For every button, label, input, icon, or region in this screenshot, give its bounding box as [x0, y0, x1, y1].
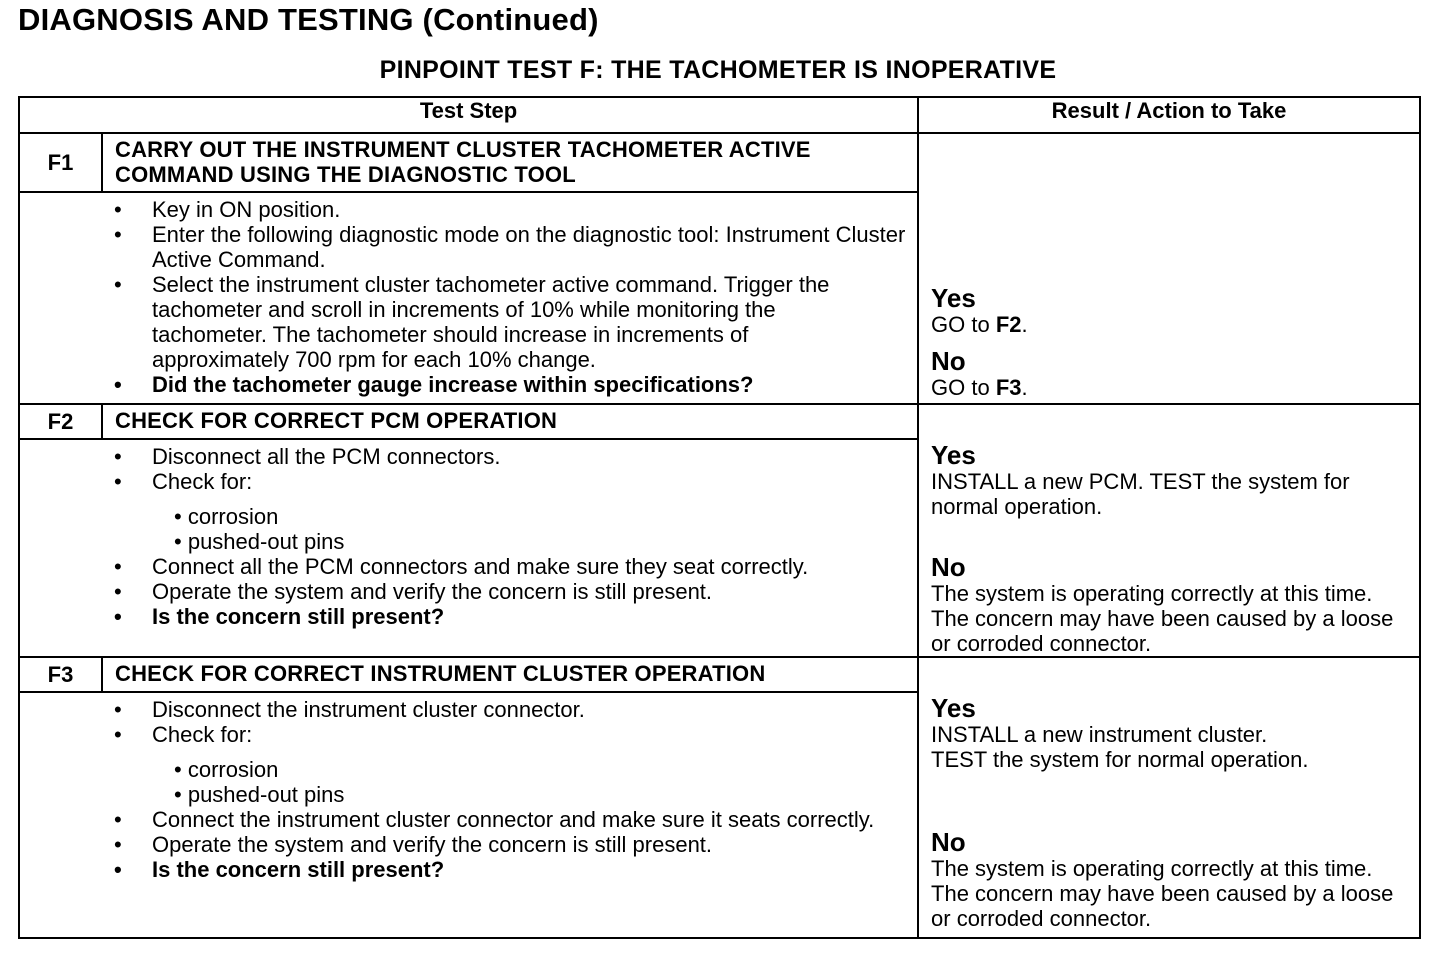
list-item: • Disconnect the instrument cluster connector.	[114, 697, 585, 722]
no-label-f3: No	[931, 827, 966, 857]
list-item: • Operate the system and verify the concern is still present.	[114, 579, 713, 604]
list-item: • Check for: • corrosion • pushed-out pins	[102, 722, 907, 807]
list-item: • Is the concern still present?	[114, 857, 445, 882]
step-id-f2: F2	[19, 404, 102, 439]
step-f3-title-row	[19, 657, 1420, 692]
no-action-f3: The system is operating correctly at this time. The concern may have been caused by a loose or corroded connector.	[931, 856, 1394, 931]
page-header: DIAGNOSIS AND TESTING (Continued)	[18, 2, 599, 37]
step-title-f2: CHECK FOR CORRECT PCM OPERATION	[102, 404, 918, 439]
list-item: • Disconnect all the PCM connectors.	[114, 444, 501, 469]
step-id-f1: F1	[19, 133, 102, 192]
step-body-f3	[102, 692, 918, 938]
sub-list-item: • pushed-out pins	[174, 782, 345, 807]
list-item: • Key in ON position.	[114, 197, 341, 222]
sub-list-item: • corrosion	[174, 504, 279, 529]
step-body-f1	[102, 192, 918, 404]
table-title: PINPOINT TEST F: THE TACHOMETER IS INOPERATIVE	[379, 56, 1057, 84]
list-item: • Check for: • corrosion • pushed-out pins	[102, 469, 907, 554]
no-action-f1: GO to F3.	[931, 375, 1028, 400]
yes-label-f2: Yes	[931, 440, 976, 470]
no-label-f2: No	[931, 552, 966, 582]
result-f3	[918, 657, 1420, 938]
result-f1	[918, 133, 1420, 404]
col-header-test-step: Test Step	[19, 97, 918, 133]
yes-label-f1: Yes	[931, 283, 976, 313]
yes-action-f3-line1: INSTALL a new instrument cluster.	[931, 722, 1268, 747]
no-action-f2: The system is operating correctly at this time. The concern may have been caused by a loose or corroded connector.	[931, 581, 1394, 656]
step-f1-title-row	[19, 133, 1420, 192]
sub-list-item: • pushed-out pins	[174, 529, 345, 554]
yes-action-f1: GO to F2.	[931, 312, 1028, 337]
list-item: • Enter the following diagnostic mode on the diagnostic tool: Instrument Cluster Active Command.	[114, 222, 906, 272]
step-title-f1: CARRY OUT THE INSTRUMENT CLUSTER TACHOMETER ACTIVE COMMAND USING THE DIAGNOSTIC TOOL	[102, 133, 918, 192]
no-label-f1: No	[931, 346, 966, 376]
yes-label-f3: Yes	[931, 693, 976, 723]
yes-action-f3-line2: TEST the system for normal operation.	[931, 747, 1309, 772]
step-id-f3: F3	[19, 657, 102, 692]
list-item: • Operate the system and verify the concern is still present.	[114, 832, 713, 857]
pinpoint-test-table	[18, 96, 1421, 939]
sub-list-item: • corrosion	[174, 757, 279, 782]
table-header-row	[19, 97, 1420, 133]
list-item: • Is the concern still present?	[114, 604, 445, 629]
list-item: • Select the instrument cluster tachometer active command. Trigger the tachometer and scroll in increments of 10% while monitoring the tachometer. The tachometer should increase in increments of approximately 700 rpm for each 10% change.	[114, 272, 830, 372]
step-f2-title-row	[19, 404, 1420, 439]
list-item: • Connect all the PCM connectors and make sure they seat correctly.	[114, 554, 809, 579]
list-item: • Did the tachometer gauge increase within specifications?	[114, 372, 754, 397]
col-header-result: Result / Action to Take	[918, 97, 1420, 133]
result-f2	[918, 404, 1420, 657]
step-title-f3: CHECK FOR CORRECT INSTRUMENT CLUSTER OPERATION	[102, 657, 918, 692]
step-body-f2	[102, 439, 918, 657]
yes-action-f2: INSTALL a new PCM. TEST the system for normal operation.	[931, 469, 1350, 519]
list-item: • Connect the instrument cluster connector and make sure it seats correctly.	[114, 807, 875, 832]
